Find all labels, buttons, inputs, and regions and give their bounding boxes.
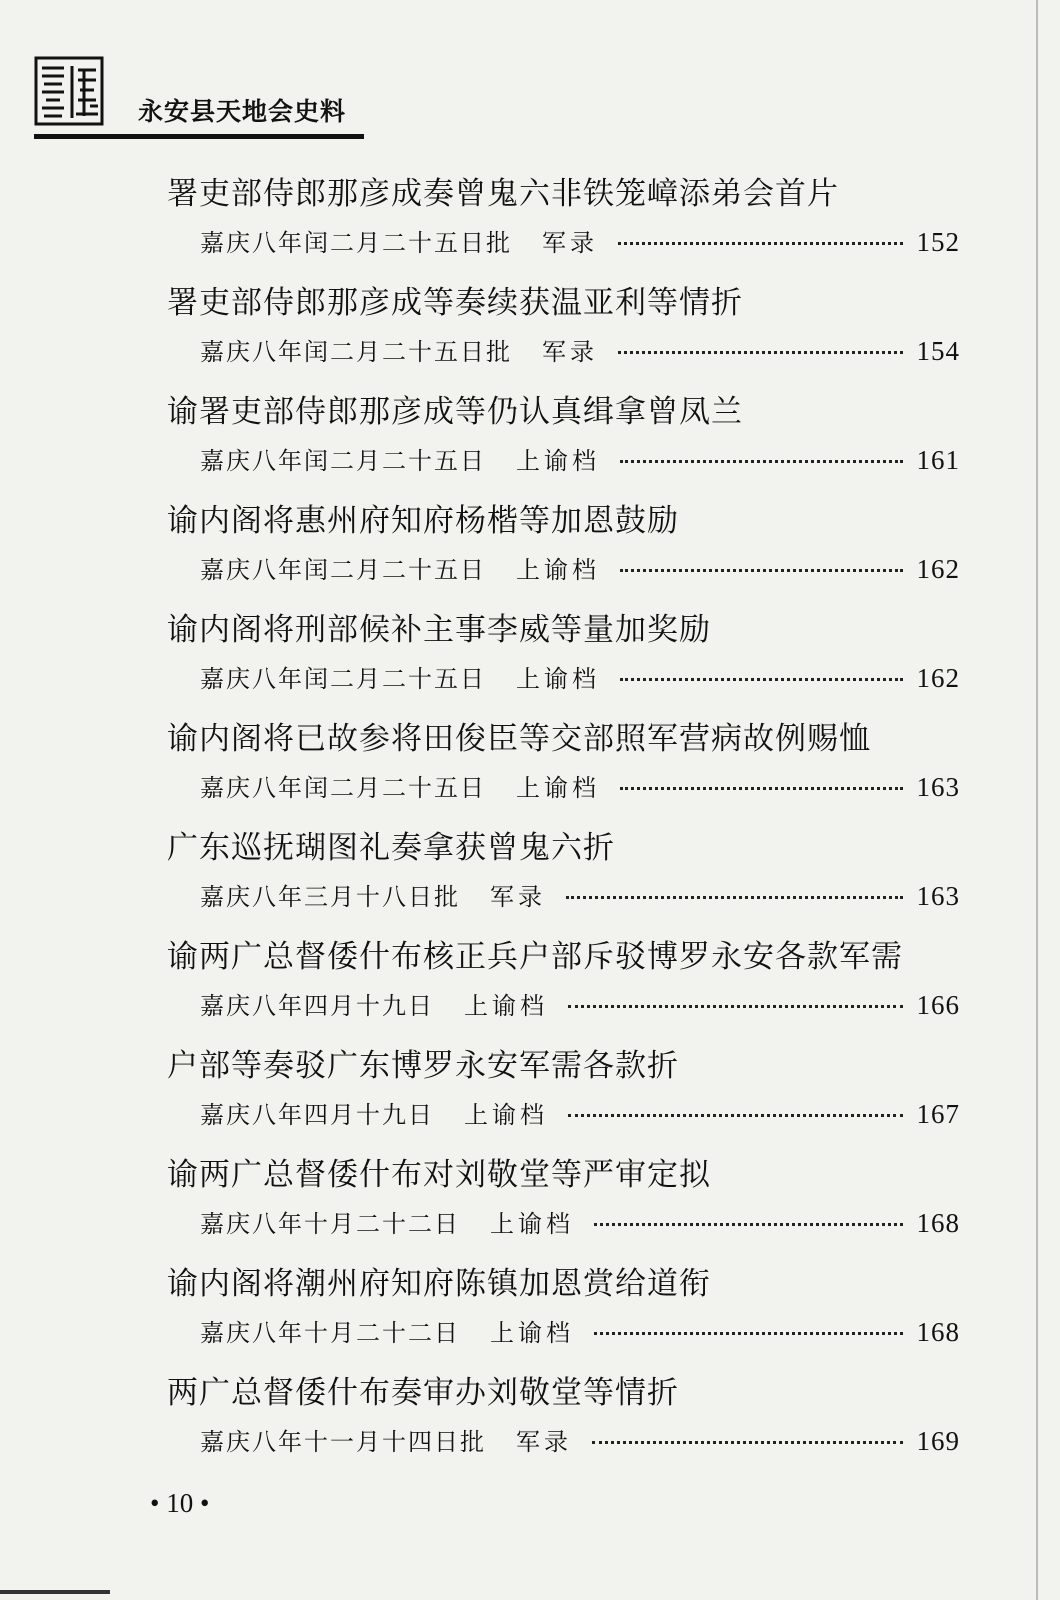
toc-entry-page: 168 xyxy=(916,1208,960,1238)
toc-entry-date: 嘉庆八年闰二月二十五日 xyxy=(200,447,486,475)
toc-entry-title: 两广总督倭什布奏审办刘敬堂等情折 xyxy=(167,1375,679,1411)
toc-entry-page: 152 xyxy=(916,227,960,257)
toc-entry-source: 军录 xyxy=(490,883,546,911)
toc-entry xyxy=(0,1359,1060,1468)
toc-entry-title: 谕内阁将刑部候补主事李威等量加奖励 xyxy=(167,612,711,648)
toc-entry-page: 166 xyxy=(916,990,960,1020)
dot-leader xyxy=(620,787,903,790)
toc-entry-title: 广东巡抚瑚图礼奏拿获曾鬼六折 xyxy=(167,830,615,866)
toc-entry-page: 154 xyxy=(916,336,960,366)
toc-entry-source: 军录 xyxy=(542,338,598,366)
dot-leader xyxy=(620,569,903,572)
toc-entry-title: 谕署吏部侍郎那彦成等仍认真缉拿曾凤兰 xyxy=(167,394,743,430)
toc-entry-source: 军录 xyxy=(542,229,598,257)
toc-entry-source: 上谕档 xyxy=(516,774,600,802)
toc-entry-page: 163 xyxy=(916,881,960,911)
toc-entry-date: 嘉庆八年闰二月二十五日 xyxy=(200,665,486,693)
toc-entry-page: 167 xyxy=(916,1099,960,1129)
dot-leader xyxy=(566,896,903,899)
toc-entry-page: 163 xyxy=(916,772,960,802)
toc-entry-meta xyxy=(200,877,960,912)
toc-entry-source: 上谕档 xyxy=(490,1210,574,1238)
toc-entry-source: 上谕档 xyxy=(516,556,600,584)
toc-entry xyxy=(0,269,1060,378)
toc-entry-meta xyxy=(200,550,960,585)
toc-entry-page: 161 xyxy=(916,445,960,475)
toc-entry xyxy=(0,705,1060,814)
toc-entry-page: 169 xyxy=(916,1426,960,1456)
dot-leader xyxy=(618,242,903,245)
toc-entry-page: 162 xyxy=(916,554,960,584)
toc-entry-date: 嘉庆八年闰二月二十五日 xyxy=(200,556,486,584)
toc-entry-title: 户部等奏驳广东博罗永安军需各款折 xyxy=(167,1048,679,1084)
toc-entry-date: 嘉庆八年十一月十四日批 xyxy=(200,1428,486,1456)
toc-entry-title: 谕内阁将潮州府知府陈镇加恩赏给道衔 xyxy=(167,1266,711,1302)
dot-leader xyxy=(618,351,903,354)
toc-entry xyxy=(0,923,1060,1032)
toc-entry-meta xyxy=(200,1422,960,1457)
dot-leader xyxy=(592,1441,903,1444)
dot-leader xyxy=(594,1332,903,1335)
toc-entry-source: 上谕档 xyxy=(464,992,548,1020)
toc-entry-title: 谕内阁将惠州府知府杨楷等加恩鼓励 xyxy=(167,503,679,539)
toc-entry-title: 谕内阁将已故参将田俊臣等交部照军营病故例赐恤 xyxy=(167,721,871,757)
toc-entry xyxy=(0,378,1060,487)
header-rule xyxy=(34,134,364,139)
page-edge-line xyxy=(1036,0,1038,1600)
toc-entry-meta xyxy=(200,1204,960,1239)
seal-logo xyxy=(34,56,104,126)
toc-entry-date: 嘉庆八年四月十九日 xyxy=(200,992,434,1020)
toc-entry xyxy=(0,814,1060,923)
table-of-contents xyxy=(0,160,1060,1468)
toc-entry-date: 嘉庆八年十月二十二日 xyxy=(200,1319,460,1347)
toc-entry-meta xyxy=(200,223,960,258)
toc-entry xyxy=(0,1250,1060,1359)
toc-entry-meta xyxy=(200,659,960,694)
toc-entry-date: 嘉庆八年闰二月二十五日 xyxy=(200,774,486,802)
toc-entry-date: 嘉庆八年闰二月二十五日批 xyxy=(200,229,512,257)
dot-leader xyxy=(568,1114,903,1117)
toc-entry xyxy=(0,1141,1060,1250)
toc-entry-title: 署吏部侍郎那彦成等奏续获温亚利等情折 xyxy=(167,285,743,321)
toc-entry-meta xyxy=(200,441,960,476)
toc-entry-source: 军录 xyxy=(516,1428,572,1456)
toc-entry-meta xyxy=(200,1095,960,1130)
dot-leader xyxy=(620,460,903,463)
toc-entry-date: 嘉庆八年十月二十二日 xyxy=(200,1210,460,1238)
dot-leader xyxy=(568,1005,903,1008)
toc-entry-date: 嘉庆八年四月十九日 xyxy=(200,1101,434,1129)
toc-entry xyxy=(0,596,1060,705)
toc-entry-source: 上谕档 xyxy=(516,447,600,475)
toc-entry-title: 署吏部侍郎那彦成奏曾鬼六非铁笼嶂添弟会首片 xyxy=(167,176,839,212)
toc-entry-page: 168 xyxy=(916,1317,960,1347)
running-header-title: 永安县天地会史料 xyxy=(138,97,347,126)
toc-entry-meta xyxy=(200,986,960,1021)
toc-entry-source: 上谕档 xyxy=(464,1101,548,1129)
page-edge-bottom xyxy=(0,1590,110,1594)
dot-leader xyxy=(594,1223,903,1226)
toc-entry-date: 嘉庆八年闰二月二十五日批 xyxy=(200,338,512,366)
toc-entry xyxy=(0,160,1060,269)
toc-entry xyxy=(0,1032,1060,1141)
toc-entry-source: 上谕档 xyxy=(490,1319,574,1347)
page-number: • 10 • xyxy=(150,1488,210,1518)
dot-leader xyxy=(620,678,903,681)
toc-entry-meta xyxy=(200,768,960,803)
toc-entry-title: 谕两广总督倭什布核正兵户部斥驳博罗永安各款军需 xyxy=(167,939,903,975)
toc-entry-meta xyxy=(200,332,960,367)
toc-entry-meta xyxy=(200,1313,960,1348)
toc-entry-date: 嘉庆八年三月十八日批 xyxy=(200,883,460,911)
toc-entry-source: 上谕档 xyxy=(516,665,600,693)
toc-entry xyxy=(0,487,1060,596)
toc-entry-title: 谕两广总督倭什布对刘敬堂等严审定拟 xyxy=(167,1157,711,1193)
toc-entry-page: 162 xyxy=(916,663,960,693)
